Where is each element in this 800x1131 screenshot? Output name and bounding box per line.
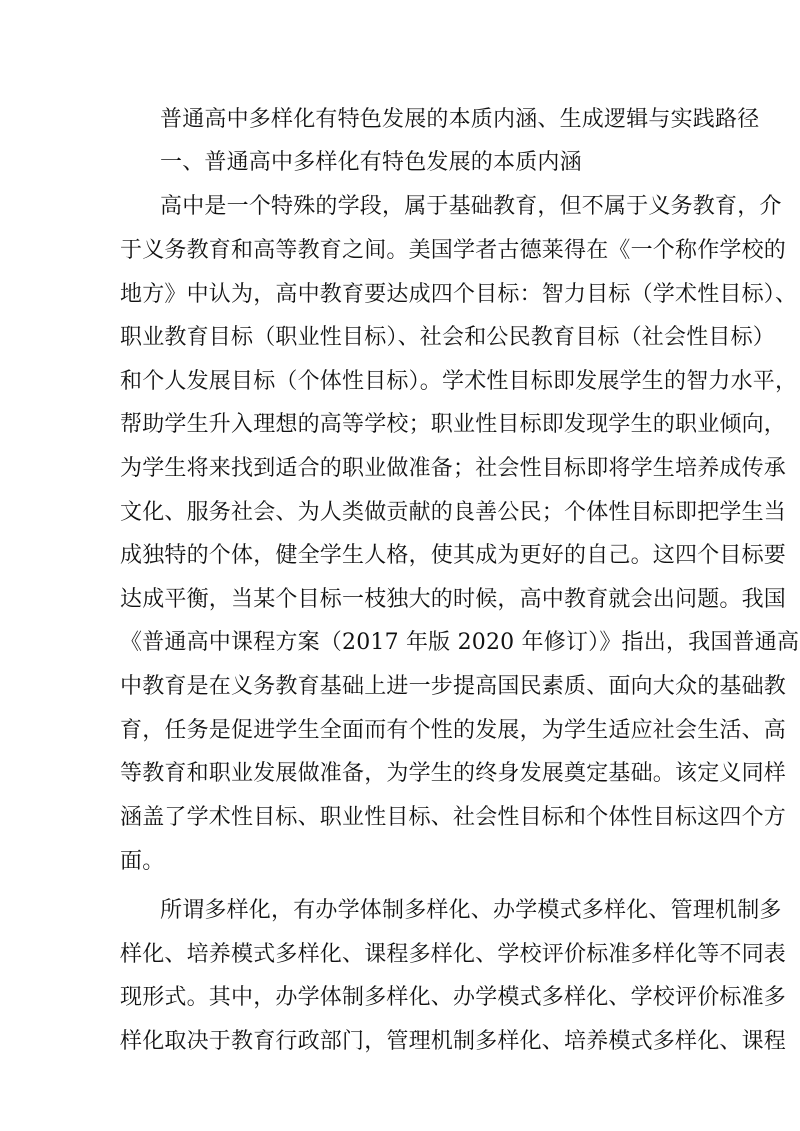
paragraph-line: 于义务教育和高等教育之间。美国学者古德莱得在《一个称作学校的: [120, 238, 787, 263]
paragraph-line: 等教育和职业发展做准备，为学生的终身发展奠定基础。该定义同样: [120, 761, 787, 786]
section-heading: 一、普通高中多样化有特色发展的本质内涵: [160, 150, 582, 175]
paragraph-line: 样化、培养模式多样化、课程多样化、学校评价标准多样化等不同表: [120, 942, 787, 967]
paragraph-line: 成独特的个体，健全学生人格，使其成为更好的自己。这四个目标要: [120, 543, 787, 568]
paragraph-line: 高中是一个特殊的学段，属于基础教育，但不属于义务教育，介: [160, 194, 782, 219]
paragraph-line: 现形式。其中，办学体制多样化、办学模式多样化、学校评价标准多: [120, 985, 787, 1010]
paragraph-line: 面。: [120, 849, 165, 874]
paragraph-line: 为学生将来找到适合的职业做准备；社会性目标即将学生培养成传承: [120, 456, 787, 481]
paragraph-line: 和个人发展目标（个体性目标）。学术性目标即发展学生的智力水平，: [120, 369, 798, 394]
paragraph-line: 所谓多样化，有办学体制多样化、办学模式多样化、管理机制多: [160, 898, 782, 923]
paragraph-line: 达成平衡，当某个目标一枝独大的时候，高中教育就会出问题。我国: [120, 587, 787, 612]
paragraph-line: 《普通高中课程方案（2017 年版 2020 年修订）》指出，我国普通高: [120, 630, 800, 655]
document-title: 普通高中多样化有特色发展的本质内涵、生成逻辑与实践路径: [160, 107, 760, 132]
paragraph-line: 育，任务是促进学生全面而有个性的发展，为学生适应社会生活、高: [120, 718, 787, 743]
paragraph-line: 文化、服务社会、为人类做贡献的良善公民；个体性目标即把学生当: [120, 500, 787, 525]
paragraph-line: 帮助学生升入理想的高等学校；职业性目标即发现学生的职业倾向，: [120, 412, 787, 437]
paragraph-line: 中教育是在义务教育基础上进一步提高国民素质、面向大众的基础教: [120, 674, 787, 699]
paragraph-line: 职业教育目标（职业性目标）、社会和公民教育目标（社会性目标）: [120, 325, 776, 350]
paragraph-line: 地方》中认为，高中教育要达成四个目标：智力目标（学术性目标）、: [120, 282, 798, 307]
paragraph-line: 样化取决于教育行政部门，管理机制多样化、培养模式多样化、课程: [120, 1029, 787, 1054]
paragraph-line: 涵盖了学术性目标、职业性目标、社会性目标和个体性目标这四个方: [120, 805, 787, 830]
